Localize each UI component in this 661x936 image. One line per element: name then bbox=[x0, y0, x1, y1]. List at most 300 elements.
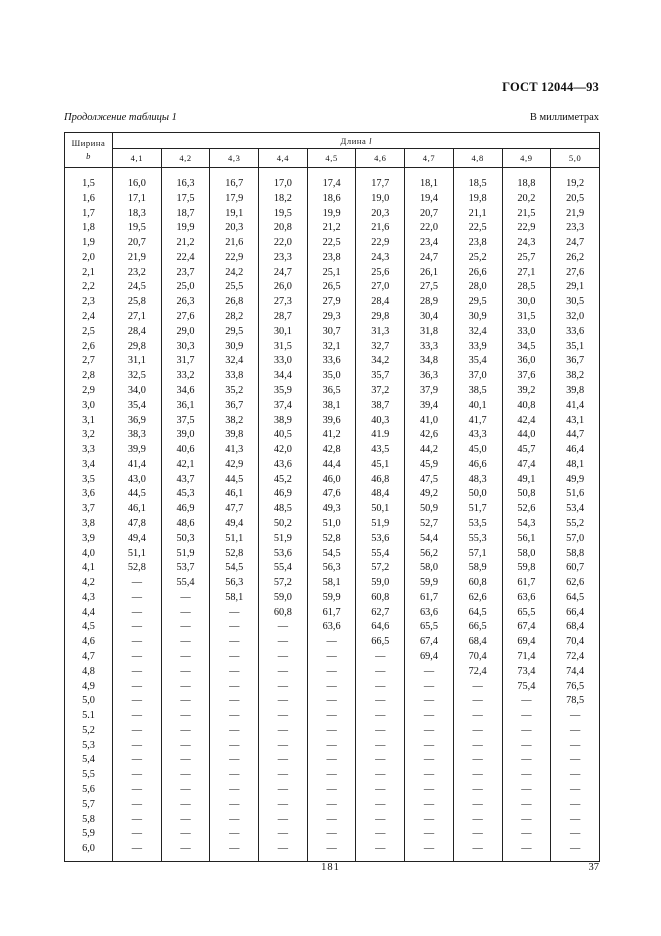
table-row bbox=[65, 694, 600, 709]
table-cell: 43,7 bbox=[161, 473, 210, 488]
table-cell: — bbox=[113, 665, 162, 680]
table-cell: 52,8 bbox=[307, 532, 356, 547]
table-cell: 72,4 bbox=[551, 650, 600, 665]
table-row bbox=[65, 221, 600, 236]
table-cell: 38,1 bbox=[307, 399, 356, 414]
table-cell: 36,0 bbox=[502, 354, 551, 369]
table-cell: — bbox=[551, 768, 600, 783]
table-cell: 70,4 bbox=[453, 650, 502, 665]
table-cell: 29,8 bbox=[113, 340, 162, 355]
table-cell: — bbox=[259, 665, 308, 680]
table-cell: 30,9 bbox=[210, 340, 259, 355]
table-cell: 50,0 bbox=[453, 487, 502, 502]
table-cell: 21,2 bbox=[161, 236, 210, 251]
table-row bbox=[65, 295, 600, 310]
table-cell: 49,4 bbox=[210, 517, 259, 532]
table-cell: — bbox=[356, 827, 405, 842]
table-cell: — bbox=[161, 665, 210, 680]
table-cell: 72,4 bbox=[453, 665, 502, 680]
table-cell: 20,7 bbox=[405, 207, 454, 222]
table-cell: 25,5 bbox=[210, 280, 259, 295]
table-row bbox=[65, 310, 600, 325]
table-cell: 29,8 bbox=[356, 310, 405, 325]
width-value-cell: 3,1 bbox=[65, 414, 113, 429]
table-cell: 23,3 bbox=[259, 251, 308, 266]
table-cell: — bbox=[210, 768, 259, 783]
table-cell: 43,6 bbox=[259, 458, 308, 473]
table-cell: — bbox=[161, 768, 210, 783]
table-cell: — bbox=[356, 724, 405, 739]
table-cell: — bbox=[356, 739, 405, 754]
table-cell: 53,6 bbox=[259, 547, 308, 562]
table-cell: — bbox=[502, 739, 551, 754]
table-cell: 19,8 bbox=[453, 192, 502, 207]
table-cell: 19,5 bbox=[113, 221, 162, 236]
table-cell: — bbox=[356, 709, 405, 724]
table-row bbox=[65, 266, 600, 281]
width-value-cell: 4,8 bbox=[65, 665, 113, 680]
table-cell: 25,8 bbox=[113, 295, 162, 310]
table-cell: — bbox=[161, 813, 210, 828]
table-cell: — bbox=[307, 739, 356, 754]
table-cell: — bbox=[453, 724, 502, 739]
table-cell: 50,2 bbox=[259, 517, 308, 532]
table-row bbox=[65, 384, 600, 399]
table-cell: — bbox=[113, 842, 162, 861]
table-cell: — bbox=[113, 827, 162, 842]
table-cell: — bbox=[161, 650, 210, 665]
table-cell: 36,9 bbox=[113, 414, 162, 429]
table-cell: 48,1 bbox=[551, 458, 600, 473]
table-cell: 44,4 bbox=[307, 458, 356, 473]
table-cell: 35,4 bbox=[453, 354, 502, 369]
table-row bbox=[65, 813, 600, 828]
table-cell: 59,0 bbox=[259, 591, 308, 606]
table-cell: 41,0 bbox=[405, 414, 454, 429]
table-cell: — bbox=[113, 709, 162, 724]
table-cell: 46,6 bbox=[453, 458, 502, 473]
table-cell: — bbox=[502, 783, 551, 798]
table-cell: 30,9 bbox=[453, 310, 502, 325]
width-header-label: Ширина bbox=[71, 138, 106, 148]
table-cell: — bbox=[502, 842, 551, 861]
page-number-right: 37 bbox=[588, 862, 599, 873]
table-cell: 34,5 bbox=[502, 340, 551, 355]
table-cell: 55,4 bbox=[259, 561, 308, 576]
table-row bbox=[65, 753, 600, 768]
table-cell: 57,1 bbox=[453, 547, 502, 562]
table-cell: — bbox=[453, 680, 502, 695]
width-value-cell: 1,6 bbox=[65, 192, 113, 207]
table-cell: 25,6 bbox=[356, 266, 405, 281]
table-cell: — bbox=[161, 724, 210, 739]
table-cell: 24,7 bbox=[259, 266, 308, 281]
table-cell: — bbox=[307, 680, 356, 695]
table-cell: — bbox=[210, 724, 259, 739]
width-value-cell: 4,6 bbox=[65, 635, 113, 650]
table-cell: — bbox=[210, 739, 259, 754]
width-value-cell: 4,0 bbox=[65, 547, 113, 562]
table-cell: 39,8 bbox=[551, 384, 600, 399]
length-header-label: Длина bbox=[340, 135, 367, 146]
table-cell: 53,6 bbox=[356, 532, 405, 547]
table-cell: — bbox=[259, 827, 308, 842]
table-cell: — bbox=[502, 768, 551, 783]
table-cell: 48,5 bbox=[259, 502, 308, 517]
table-cell: 27,9 bbox=[307, 295, 356, 310]
width-value-cell: 2,1 bbox=[65, 266, 113, 281]
width-value-cell: 5,5 bbox=[65, 768, 113, 783]
table-cell: — bbox=[210, 680, 259, 695]
width-value-cell: 4,3 bbox=[65, 591, 113, 606]
table-cell: 46,0 bbox=[307, 473, 356, 488]
table-row bbox=[65, 354, 600, 369]
table-cell: 27,6 bbox=[551, 266, 600, 281]
table-cell: 26,2 bbox=[551, 251, 600, 266]
width-value-cell: 3,2 bbox=[65, 428, 113, 443]
width-value-cell: 3,0 bbox=[65, 399, 113, 414]
dimensions-table bbox=[64, 132, 600, 862]
table-cell: 53,7 bbox=[161, 561, 210, 576]
table-row bbox=[65, 606, 600, 621]
length-column-header: 4,6 bbox=[356, 149, 405, 168]
table-cell: 44,5 bbox=[113, 487, 162, 502]
table-cell: — bbox=[453, 753, 502, 768]
table-cell: 58,1 bbox=[210, 591, 259, 606]
table-cell: 54,4 bbox=[405, 532, 454, 547]
table-cell: 24,3 bbox=[356, 251, 405, 266]
table-cell: 36,3 bbox=[405, 369, 454, 384]
table-cell: — bbox=[405, 694, 454, 709]
table-cell: 31,8 bbox=[405, 325, 454, 340]
table-cell: 27,6 bbox=[161, 310, 210, 325]
table-cell: — bbox=[161, 709, 210, 724]
table-cell: — bbox=[551, 739, 600, 754]
width-value-cell: 2,8 bbox=[65, 369, 113, 384]
table-row bbox=[65, 635, 600, 650]
table-cell: 35,0 bbox=[307, 369, 356, 384]
table-cell: — bbox=[113, 635, 162, 650]
table-cell: 21,9 bbox=[113, 251, 162, 266]
table-cell: 59,8 bbox=[502, 561, 551, 576]
table-cell: 54,5 bbox=[307, 547, 356, 562]
table-cell: 36,7 bbox=[210, 399, 259, 414]
table-cell: 30,1 bbox=[259, 325, 308, 340]
table-cell: 44,0 bbox=[502, 428, 551, 443]
table-cell: — bbox=[502, 798, 551, 813]
table-cell: 29,5 bbox=[453, 295, 502, 310]
table-cell: 57,2 bbox=[356, 561, 405, 576]
table-cell: 55,3 bbox=[453, 532, 502, 547]
table-cell: — bbox=[161, 739, 210, 754]
table-cell: — bbox=[307, 709, 356, 724]
table-cell: — bbox=[551, 753, 600, 768]
table-cell: 39,6 bbox=[307, 414, 356, 429]
table-cell: 28,2 bbox=[210, 310, 259, 325]
table-row bbox=[65, 399, 600, 414]
table-cell: — bbox=[113, 650, 162, 665]
table-cell: 51,7 bbox=[453, 502, 502, 517]
table-cell: 18,6 bbox=[307, 192, 356, 207]
table-cell: 49,4 bbox=[113, 532, 162, 547]
table-cell: — bbox=[161, 680, 210, 695]
table-cell: 69,4 bbox=[502, 635, 551, 650]
table-cell: 46,9 bbox=[259, 487, 308, 502]
table-cell: 27,1 bbox=[113, 310, 162, 325]
width-value-cell: 1,7 bbox=[65, 207, 113, 222]
width-value-cell: 5,3 bbox=[65, 739, 113, 754]
table-cell: — bbox=[356, 798, 405, 813]
table-cell: 34,2 bbox=[356, 354, 405, 369]
table-cell: 66,5 bbox=[453, 620, 502, 635]
table-cell: — bbox=[307, 768, 356, 783]
table-cell: 16,3 bbox=[161, 168, 210, 192]
table-cell: — bbox=[453, 798, 502, 813]
table-cell: 18,2 bbox=[259, 192, 308, 207]
table-cell: — bbox=[259, 842, 308, 861]
table-cell: 18,5 bbox=[453, 168, 502, 192]
table-cell: 16,0 bbox=[113, 168, 162, 192]
table-cell: — bbox=[453, 813, 502, 828]
table-cell: 22,5 bbox=[307, 236, 356, 251]
table-cell: 22,4 bbox=[161, 251, 210, 266]
table-cell: 22,0 bbox=[405, 221, 454, 236]
table-row bbox=[65, 739, 600, 754]
table-cell: 52,8 bbox=[210, 547, 259, 562]
table-cell: 36,7 bbox=[551, 354, 600, 369]
table-cell: — bbox=[307, 783, 356, 798]
table-cell: 24,5 bbox=[113, 280, 162, 295]
width-value-cell: 2,7 bbox=[65, 354, 113, 369]
table-cell: 28,9 bbox=[405, 295, 454, 310]
table-row bbox=[65, 827, 600, 842]
table-cell: — bbox=[113, 783, 162, 798]
table-cell: 61,7 bbox=[502, 576, 551, 591]
table-cell: — bbox=[161, 591, 210, 606]
table-cell: 27,5 bbox=[405, 280, 454, 295]
table-cell: — bbox=[307, 827, 356, 842]
table-cell: 17,1 bbox=[113, 192, 162, 207]
table-cell: 65,5 bbox=[405, 620, 454, 635]
width-value-cell: 2,4 bbox=[65, 310, 113, 325]
table-row bbox=[65, 325, 600, 340]
width-value-cell: 3,4 bbox=[65, 458, 113, 473]
width-value-cell: 3,3 bbox=[65, 443, 113, 458]
table-cell: — bbox=[161, 606, 210, 621]
table-cell: — bbox=[405, 753, 454, 768]
table-cell: 19,1 bbox=[210, 207, 259, 222]
table-cell: 35,1 bbox=[551, 340, 600, 355]
table-cell: 40,1 bbox=[453, 399, 502, 414]
table-cell: — bbox=[502, 694, 551, 709]
table-row bbox=[65, 192, 600, 207]
table-cell: 32,4 bbox=[210, 354, 259, 369]
table-cell: — bbox=[259, 813, 308, 828]
table-cell: 20,7 bbox=[113, 236, 162, 251]
table-cell: 33,6 bbox=[307, 354, 356, 369]
table-cell: — bbox=[551, 783, 600, 798]
table-cell: 51,9 bbox=[356, 517, 405, 532]
document-id: ГОСТ 12044—93 bbox=[502, 80, 599, 94]
table-cell: 37,6 bbox=[502, 369, 551, 384]
table-cell: 33,2 bbox=[161, 369, 210, 384]
width-value-cell: 3,5 bbox=[65, 473, 113, 488]
table-cell: 46,4 bbox=[551, 443, 600, 458]
table-cell: 54,3 bbox=[502, 517, 551, 532]
width-value-cell: 5,4 bbox=[65, 753, 113, 768]
table-cell: — bbox=[113, 680, 162, 695]
table-cell: 69,4 bbox=[405, 650, 454, 665]
width-value-cell: 2,9 bbox=[65, 384, 113, 399]
table-cell: 45,1 bbox=[356, 458, 405, 473]
table-row bbox=[65, 251, 600, 266]
table-cell: 28,5 bbox=[502, 280, 551, 295]
length-column-header: 4,4 bbox=[259, 149, 308, 168]
table-cell: 45,3 bbox=[161, 487, 210, 502]
table-cell: 23,3 bbox=[551, 221, 600, 236]
length-column-header: 4,2 bbox=[161, 149, 210, 168]
table-row bbox=[65, 236, 600, 251]
table-cell: 32,5 bbox=[113, 369, 162, 384]
table-cell: 19,0 bbox=[356, 192, 405, 207]
width-value-cell: 3,6 bbox=[65, 487, 113, 502]
table-row bbox=[65, 561, 600, 576]
table-cell: — bbox=[259, 783, 308, 798]
table-cell: 29,1 bbox=[551, 280, 600, 295]
table-cell: 38,2 bbox=[210, 414, 259, 429]
table-cell: 34,6 bbox=[161, 384, 210, 399]
table-cell: 41,4 bbox=[551, 399, 600, 414]
table-cell: 28,0 bbox=[453, 280, 502, 295]
table-cell: — bbox=[113, 813, 162, 828]
table-cell: 59,0 bbox=[356, 576, 405, 591]
table-cell: 37,4 bbox=[259, 399, 308, 414]
table-cell: — bbox=[453, 827, 502, 842]
table-cell: — bbox=[259, 753, 308, 768]
table-cell: — bbox=[307, 842, 356, 861]
table-cell: 52,6 bbox=[502, 502, 551, 517]
table-cell: 55,4 bbox=[356, 547, 405, 562]
table-cell: 51,0 bbox=[307, 517, 356, 532]
table-cell: 23,4 bbox=[405, 236, 454, 251]
table-cell: 26,1 bbox=[405, 266, 454, 281]
table-cell: — bbox=[405, 827, 454, 842]
table-cell: 43,5 bbox=[356, 443, 405, 458]
table-cell: — bbox=[307, 813, 356, 828]
table-cell: 44,5 bbox=[210, 473, 259, 488]
table-cell: — bbox=[307, 724, 356, 739]
table-cell: 62,7 bbox=[356, 606, 405, 621]
table-row bbox=[65, 547, 600, 562]
width-value-cell: 5,7 bbox=[65, 798, 113, 813]
table-cell: 23,7 bbox=[161, 266, 210, 281]
length-column-header: 4,3 bbox=[210, 149, 259, 168]
table-cell: — bbox=[210, 606, 259, 621]
width-value-cell: 5.1 bbox=[65, 709, 113, 724]
length-column-header: 4,1 bbox=[113, 149, 162, 168]
table-cell: — bbox=[551, 724, 600, 739]
table-cell: — bbox=[161, 842, 210, 861]
width-value-cell: 2,6 bbox=[65, 340, 113, 355]
table-cell: 68,4 bbox=[551, 620, 600, 635]
table-cell: 36,1 bbox=[161, 399, 210, 414]
table-cell: 48,6 bbox=[161, 517, 210, 532]
table-cell: 62,6 bbox=[453, 591, 502, 606]
table-cell: — bbox=[453, 783, 502, 798]
table-cell: — bbox=[356, 753, 405, 768]
table-cell: 17,5 bbox=[161, 192, 210, 207]
table-cell: 67,4 bbox=[405, 635, 454, 650]
table-cell: — bbox=[405, 709, 454, 724]
table-cell: 42,8 bbox=[307, 443, 356, 458]
table-cell: 70,4 bbox=[551, 635, 600, 650]
table-cell: 40,8 bbox=[502, 399, 551, 414]
table-cell: 35,4 bbox=[113, 399, 162, 414]
table-cell: — bbox=[113, 753, 162, 768]
table-cell: 24,2 bbox=[210, 266, 259, 281]
width-value-cell: 3,7 bbox=[65, 502, 113, 517]
table-cell: 27,0 bbox=[356, 280, 405, 295]
table-cell: — bbox=[210, 813, 259, 828]
table-cell: — bbox=[113, 606, 162, 621]
width-value-cell: 4,4 bbox=[65, 606, 113, 621]
width-value-cell: 4,2 bbox=[65, 576, 113, 591]
table-cell: 21,9 bbox=[551, 207, 600, 222]
width-value-cell: 3,9 bbox=[65, 532, 113, 547]
table-cell: 38,2 bbox=[551, 369, 600, 384]
table-cell: — bbox=[259, 650, 308, 665]
table-cell: 21,6 bbox=[356, 221, 405, 236]
table-cell: 42,4 bbox=[502, 414, 551, 429]
table-cell: 40,3 bbox=[356, 414, 405, 429]
table-cell: — bbox=[259, 680, 308, 695]
table-cell: 37,9 bbox=[405, 384, 454, 399]
table-cell: 19,4 bbox=[405, 192, 454, 207]
table-cell: 17,4 bbox=[307, 168, 356, 192]
table-row bbox=[65, 709, 600, 724]
table-cell: 47,8 bbox=[113, 517, 162, 532]
table-cell: 58,0 bbox=[502, 547, 551, 562]
length-column-header: 5,0 bbox=[551, 149, 600, 168]
table-cell: 20,8 bbox=[259, 221, 308, 236]
table-row bbox=[65, 532, 600, 547]
table-cell: 39,9 bbox=[113, 443, 162, 458]
table-cell: — bbox=[259, 709, 308, 724]
table-cell: 35,7 bbox=[356, 369, 405, 384]
table-cell: 37,0 bbox=[453, 369, 502, 384]
table-cell: — bbox=[210, 709, 259, 724]
table-cell: — bbox=[405, 783, 454, 798]
table-cell: — bbox=[356, 665, 405, 680]
table-cell: 61,7 bbox=[405, 591, 454, 606]
width-symbol: b bbox=[86, 151, 91, 161]
table-cell: — bbox=[453, 739, 502, 754]
table-cell: 30,7 bbox=[307, 325, 356, 340]
table-cell: — bbox=[356, 650, 405, 665]
table-cell: — bbox=[113, 620, 162, 635]
table-cell: 21,5 bbox=[502, 207, 551, 222]
table-cell: — bbox=[307, 635, 356, 650]
width-value-cell: 1,5 bbox=[65, 168, 113, 192]
table-cell: 58,9 bbox=[453, 561, 502, 576]
table-cell: — bbox=[356, 768, 405, 783]
table-cell: 30,0 bbox=[502, 295, 551, 310]
table-body bbox=[65, 168, 600, 862]
table-cell: — bbox=[113, 724, 162, 739]
table-row bbox=[65, 798, 600, 813]
table-cell: 37,5 bbox=[161, 414, 210, 429]
width-value-cell: 5,0 bbox=[65, 694, 113, 709]
